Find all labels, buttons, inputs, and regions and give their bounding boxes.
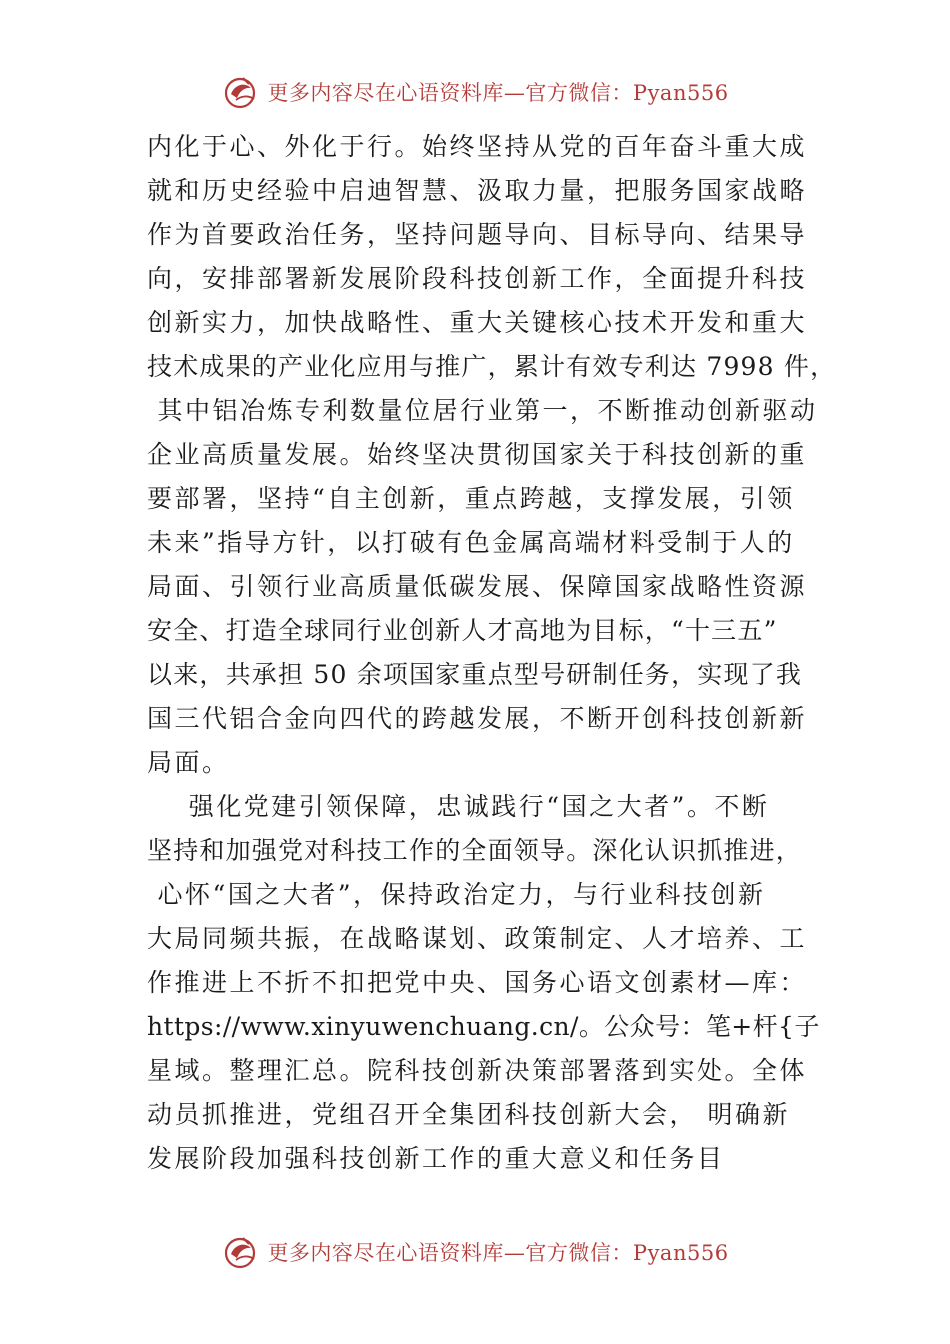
text-line: 心怀“国之大者”，保持政治定力，与行业科技创新 xyxy=(147,880,766,909)
text-line: 以来，共承担 50 余项国家重点型号研制任务，实现了我 xyxy=(147,660,803,689)
text-line: 就和历史经验中启迪智慧、汲取力量，把服务国家战略 xyxy=(147,176,808,205)
text-line: 未来”指导方针，以打破有色金属高端材料受制于人的 xyxy=(147,528,795,557)
text-line: 技术成果的产业化应用与推广，累计有效专利达 7998 件， xyxy=(147,352,837,381)
text-line: 内化于心、外化于行。始终坚持从党的百年奋斗重大成 xyxy=(147,132,808,161)
text-line: 星域。整理汇总。院科技创新决策部署落到实处。全体 xyxy=(147,1056,808,1085)
text-line: 企业高质量发展。始终坚决贯彻国家关于科技创新的重 xyxy=(147,440,808,469)
text-line: 动员抓推进，党组召开全集团科技创新大会， 明确新 xyxy=(147,1100,790,1129)
header-banner xyxy=(0,72,950,112)
footer-banner-text: 更多内容尽在心语资料库—官方微信：Pyan556 xyxy=(267,1241,729,1265)
text-line: 向，安排部署新发展阶段科技创新工作，全面提升科技 xyxy=(147,264,808,293)
text-line: 局面。 xyxy=(147,748,230,777)
text-line: 创新实力，加快战略性、重大关键核心技术开发和重大 xyxy=(147,308,808,337)
text-line: 大局同频共振，在战略谋划、政策制定、人才培养、工 xyxy=(147,924,808,953)
text-line: 其中铝冶炼专利数量位居行业第一，不断推动创新驱动 xyxy=(147,396,818,425)
text-line: 要部署，坚持“自主创新，重点跨越，支撑发展，引领 xyxy=(147,484,795,513)
footer-banner xyxy=(0,1232,950,1272)
text-line: 作推进上不折不扣把党中央、国务心语文创素材—库： xyxy=(147,968,808,997)
text-line: 发展阶段加强科技创新工作的重大意义和任务目 xyxy=(147,1144,725,1173)
text-line: 作为首要政治任务，坚持问题导向、目标导向、结果导 xyxy=(147,220,808,249)
text-line: 国三代铝合金向四代的跨越发展，不断开创科技创新新 xyxy=(147,704,808,733)
text-line: 安全、打造全球同行业创新人才高地为目标，“十三五” xyxy=(147,616,778,645)
paragraph-start-line: 强化党建引领保障，忠诚践行“国之大者”。不断 xyxy=(147,792,770,821)
text-line: 局面、引领行业高质量低碳发展、保障国家战略性资源 xyxy=(147,572,808,601)
logo-icon xyxy=(221,1232,261,1272)
url-text-line: https://www.xinyuwenchuang.cn/。公众号：笔+杆{子 xyxy=(147,1012,820,1041)
header-banner-text: 更多内容尽在心语资料库—官方微信：Pyan556 xyxy=(267,81,729,105)
document-body xyxy=(147,125,837,1181)
logo-icon xyxy=(221,72,261,112)
text-line: 坚持和加强党对科技工作的全面领导。深化认识抓推进， xyxy=(147,836,803,865)
